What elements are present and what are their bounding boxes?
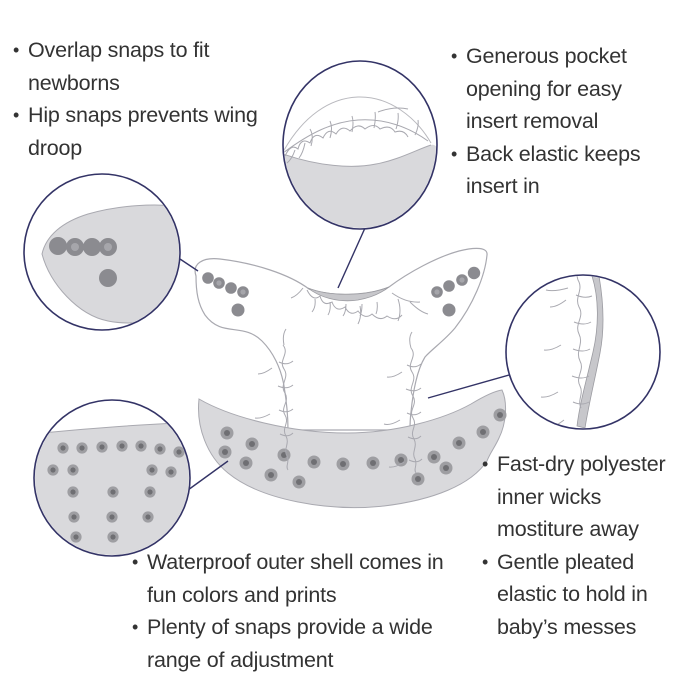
annotation-line: inner wicks <box>497 484 602 509</box>
bullet-marker: • <box>451 143 458 164</box>
annotation-line: Fast-dry polyester <box>497 452 666 476</box>
bullet-item <box>482 546 679 644</box>
annotation-line: elastic to hold in <box>497 582 648 606</box>
annotation-line: baby’s messes <box>497 614 637 639</box>
bullet-marker: • <box>482 454 489 474</box>
annotation-line: mostiture away <box>497 517 639 541</box>
annotation-top-right <box>451 40 679 203</box>
bullet-item <box>451 40 679 138</box>
bullet-marker: • <box>13 40 20 60</box>
diaper-illustration <box>195 248 506 507</box>
connector-wing <box>180 259 198 271</box>
annotation-line: Hip snaps prevents wing <box>28 103 258 127</box>
magnifier-pocket-detail <box>283 61 437 232</box>
bullet-marker: • <box>132 552 139 572</box>
bullet-item <box>13 99 298 164</box>
magnifier-elastic-detail <box>506 264 660 429</box>
magnifier-snap-grid-detail <box>32 400 192 558</box>
annotation-line: Overlap snaps to fit <box>28 38 210 62</box>
annotation-line: Back elastic keeps <box>466 141 641 166</box>
annotation-line: range of adjustment <box>147 647 334 672</box>
bullet-item <box>482 448 679 546</box>
annotation-line: newborns <box>28 70 120 95</box>
annotation-line: opening for easy <box>466 76 622 101</box>
annotation-line: fun colors and prints <box>147 582 337 607</box>
diaper-shell-outline <box>195 248 487 430</box>
annotation-bottom-center <box>132 546 502 676</box>
bullet-item <box>132 546 502 611</box>
bullet-marker: • <box>132 617 139 637</box>
annotation-line: Generous pocket <box>466 44 627 68</box>
annotation-line: Plenty of snaps provide a wide <box>147 615 433 639</box>
annotation-bottom-right <box>482 448 679 643</box>
annotation-line: Gentle pleated <box>497 549 635 574</box>
annotation-line: insert removal <box>466 109 599 133</box>
bullet-item <box>13 34 298 99</box>
bullet-item <box>132 611 502 676</box>
annotation-line: droop <box>28 135 82 160</box>
annotation-line: Waterproof outer shell comes in <box>147 550 444 574</box>
bullet-marker: • <box>451 46 458 66</box>
connector-pocket <box>338 228 365 288</box>
bullet-marker: • <box>13 105 20 125</box>
magnifier-hip-snaps-detail <box>24 174 192 330</box>
bullet-marker: • <box>482 551 489 572</box>
annotation-top-left <box>13 34 298 164</box>
connector-snaps <box>188 461 228 490</box>
bullet-item <box>451 138 679 203</box>
annotation-line: insert in <box>466 174 540 198</box>
